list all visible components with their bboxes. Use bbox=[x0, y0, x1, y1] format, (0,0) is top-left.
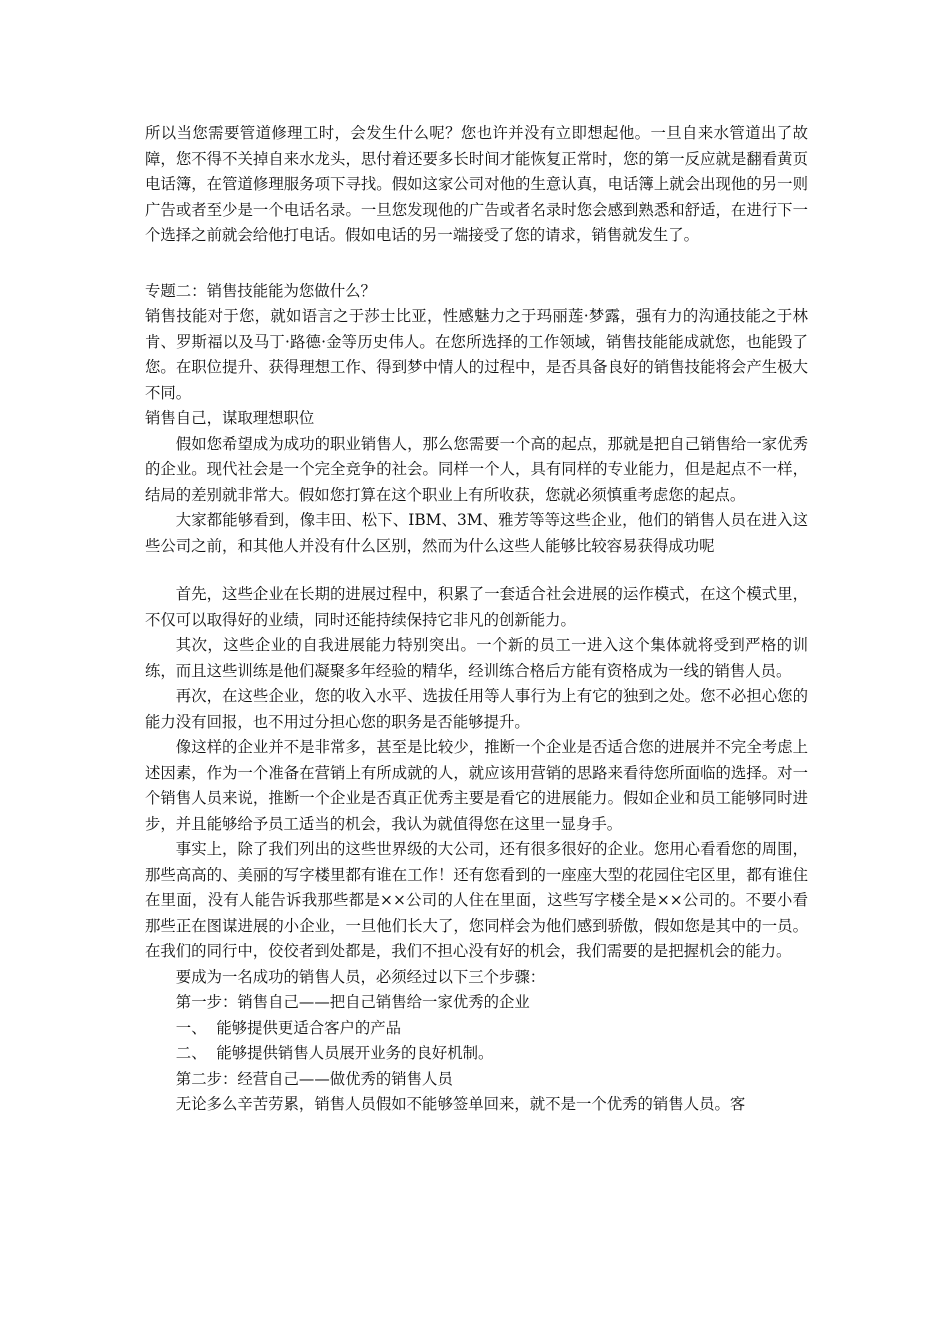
paragraph-second: 其次，这些企业的自我进展能力特别突出。一个新的员工一进入这个集体就将受到严格的训练，而且这些训练是他们凝聚多年经验的精华，经训练合格后方能有资格成为一线的销售人员。 bbox=[145, 636, 808, 680]
list-item-one: 一、 能够提供更适合客户的产品 bbox=[175, 1018, 402, 1037]
step-two: 第二步：经营自己——做优秀的销售人员 bbox=[175, 1069, 453, 1088]
paragraph-pipe-repair: 所以当您需要管道修理工时，会发生什么呢？您也许并没有立即想起他。一旦自来水管道出了故障，您不得不关掉自来水龙头，思付着还要多长时间才能恢复正常时，您的第一反应就是翻看黄页电话簿，在管道修理服务项下寻找。假如这家公司对他的生意认真，电话簿上就会出现他的另一则广告或者至少是一个电话名录。一旦您发现他的广告或者名录时您会感到熟悉和舒适，在进行下一个选择之前就会给他打电话。假如电话的另一端接受了您的请求，销售就发生了。 bbox=[145, 124, 808, 244]
spacer bbox=[145, 249, 808, 279]
paragraph-first: 首先，这些企业在长期的进展过程中，积累了一套适合社会进展的运作模式，在这个模式里，不仅可以取得好的业绩，同时还能持续保持它非凡的创新能力。 bbox=[145, 585, 808, 629]
document-page bbox=[145, 121, 808, 1118]
paragraph-in-fact: 事实上，除了我们列出的这些世界级的大公司，还有很多很好的企业。您用心看看您的周围，那些高高的、美丽的写字楼里都有谁在工作！还有您看到的一座座大型的花园住宅区里，都有谁住在里面，没有人能告诉我那些都是××公司的人住在里面，这些写字楼全是××公司的。不要小看那些正在图谋进展的小企业，一旦他们长大了，您同样会为他们感到骄傲，假如您是其中的一员。在我们的同行中，佼佼者到处都是，我们不担心没有好的机会，我们需要的是把握机会的能力。 bbox=[145, 840, 808, 960]
paragraph-choice: 像这样的企业并不是非常多，甚至是比较少，推断一个企业是否适合您的进展并不完全考虑上述因素，作为一个准备在营销上有所成就的人，就应该用营销的思路来看待您所面临的选择。对一个销售人员来说，推断一个企业是否真正优秀主要是看它的进展能力。假如企业和员工能够同时进步，并且能够给予员工适当的机会，我认为就值得您在这里一显身手。 bbox=[145, 738, 808, 833]
paragraph-companies: 大家都能够看到，像丰田、松下、IBM、3M、雅芳等等这些企业，他们的销售人员在进入这些公司之前，和其他人并没有什么区别，然而为什么这些人能够比较容易获得成功呢 bbox=[145, 511, 808, 555]
list-item-two: 二、 能够提供销售人员展开业务的良好机制。 bbox=[175, 1044, 494, 1062]
paragraph-closing: 无论多么辛苦劳累，销售人员假如不能够签单回来，就不是一个优秀的销售人员。客 bbox=[175, 1095, 746, 1113]
paragraph-sales-skills: 销售技能对于您，就如语言之于莎士比亚，性感魅力之于玛丽莲·梦露，强有力的沟通技能之于林肯、罗斯福以及马丁·路德·金等历史伟人。在您所选择的工作领域，销售技能能成就您，也能毁了您。在职位提升、获得理想工作、得到梦中情人的过程中，是否具备良好的销售技能将会产生极大不同。 bbox=[145, 307, 808, 402]
paragraph-starting-point: 假如您希望成为成功的职业销售人，那么您需要一个高的起点，那就是把自己销售给一家优秀的企业。现代社会是一个完全竞争的社会。同样一个人，具有同样的专业能力，但是起点不一样，结局的差别就非常大。假如您打算在这个职业上有所收获，您就必须慎重考虑您的起点。 bbox=[145, 434, 808, 504]
topic-heading: 专题二：销售技能能为您做什么？ bbox=[145, 281, 376, 300]
step-one: 第一步：销售自己——把自己销售给一家优秀的企业 bbox=[175, 993, 530, 1011]
subheading: 销售自己，谋取理想职位 bbox=[145, 409, 315, 427]
paragraph-third: 再次，在这些企业，您的收入水平、选拔任用等人事行为上有它的独到之处。您不必担心您的能力没有回报，也不用过分担心您的职务是否能够提升。 bbox=[145, 687, 808, 731]
spacer bbox=[145, 559, 808, 582]
paragraph-three-steps: 要成为一名成功的销售人员，必须经过以下三个步骤： bbox=[175, 967, 546, 986]
